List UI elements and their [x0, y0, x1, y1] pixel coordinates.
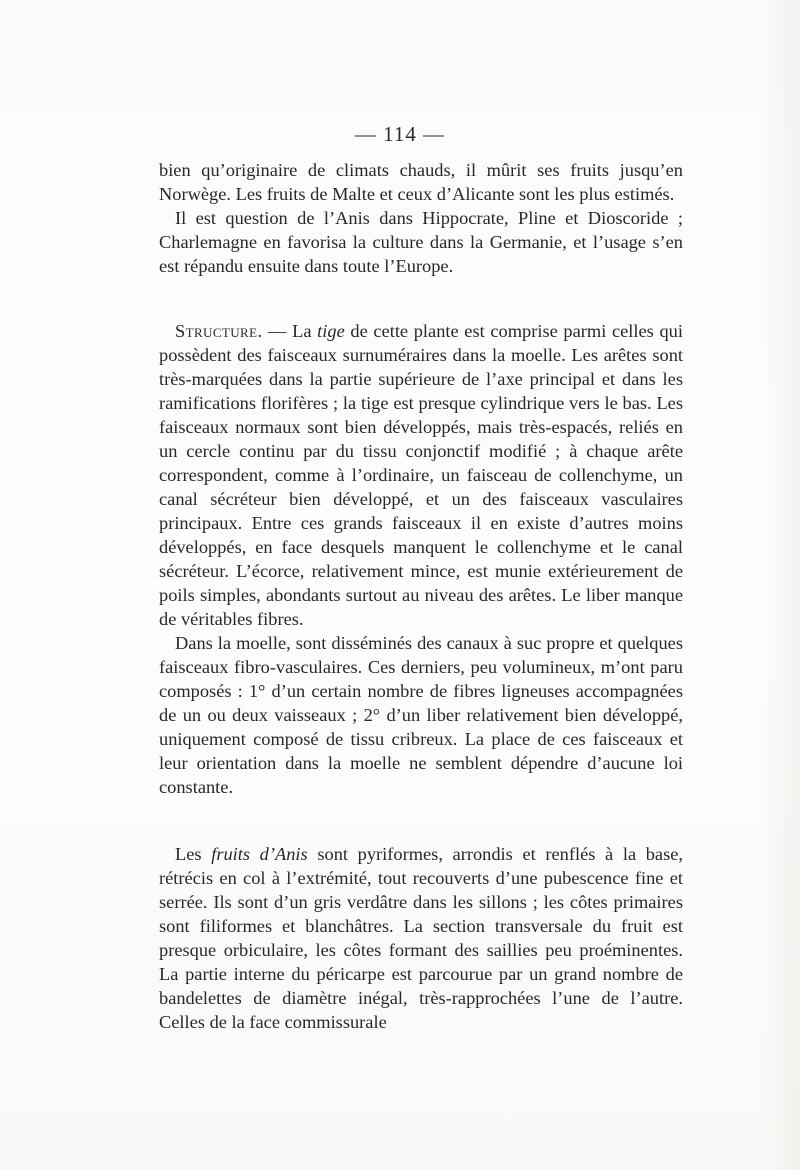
italic-term-tige: tige [317, 321, 345, 341]
paragraph-continuation: bien qu’originaire de climats chauds, il mûrit ses fruits jusqu’en Norwège. Les fruits de Malte et ceux d’Alicante sont les plus estimés. [159, 160, 683, 204]
section-heading-structure: Structure. [175, 321, 263, 341]
paragraph-structure-text-1: — La [262, 321, 318, 341]
paragraph-fruits [159, 842, 683, 1034]
page-number: — 114 — [354, 122, 446, 146]
paragraph-fruits-text-1: Les [175, 844, 212, 864]
italic-term-fruits: fruits d’Anis [211, 844, 308, 864]
body-text [159, 158, 683, 1034]
paragraph-history: Il est question de l’Anis dans Hippocrate, Pline et Dioscoride ; Charlemagne en favorisa la culture dans la Germanie, et l’usage s’en est répandu ensuite dans toute l’Europe. [159, 208, 683, 276]
paragraph-structure-text-2: de cette plante est comprise parmi celles qui possèdent des faisceaux surnuméraires dans la moelle. Les arêtes sont très-marquées dans la partie supérieure de l’axe principal et dans les ramifications florifères ; la tige est presque cylindrique vers le bas. Les faisceaux normaux sont bien développés, mais très-espacés, reliés en un cercle continu par du tissu conjonctif modifié ; à chaque arête correspondent, comme à l’ordinaire, un faisceau de collenchyme, un canal sécréteur bien développé, et un des faisceaux vasculaires principaux. Entre ces grands faisceaux il en existe d’autres moins développés, en face desquels manquent le collenchyme et le canal sécréteur. L’écorce, relativement mince, est munie extérieurement de poils simples, abondants surtout au niveau des arêtes. Le liber manque de véritables fibres. [159, 321, 683, 629]
paragraph-moelle: Dans la moelle, sont disséminés des canaux à suc propre et quelques faisceaux fibro-vasculaires. Ces derniers, peu volumineux, m’ont paru composés : 1° d’un certain nombre de fibres ligneuses accompagnées de un ou deux vaisseaux ; 2° d’un liber relativement bien développé, uniquement composé de tissu cribreux. La place de ces faisceaux et leur orientation dans la moelle ne semblent dépendre d’aucune loi constante. [159, 633, 683, 797]
paragraph-structure [159, 319, 683, 631]
paragraph-fruits-text-2: sont pyriformes, arrondis et renflés à la base, rétrécis en col à l’extrémité, tout recouverts d’une pubescence fine et serrée. Ils sont d’un gris verdâtre dans les sillons ; les côtes primaires sont filiformes et blanchâtres. La section transversale du fruit est presque orbiculaire, les côtes formant des saillies peu proéminentes. La partie interne du péricarpe est parcourue par un grand nombre de bandelettes de diamètre inégal, très-rapprochées l’une de l’autre. Celles de la face commissurale [159, 844, 684, 1032]
page-edge-shadow [762, 0, 800, 1170]
